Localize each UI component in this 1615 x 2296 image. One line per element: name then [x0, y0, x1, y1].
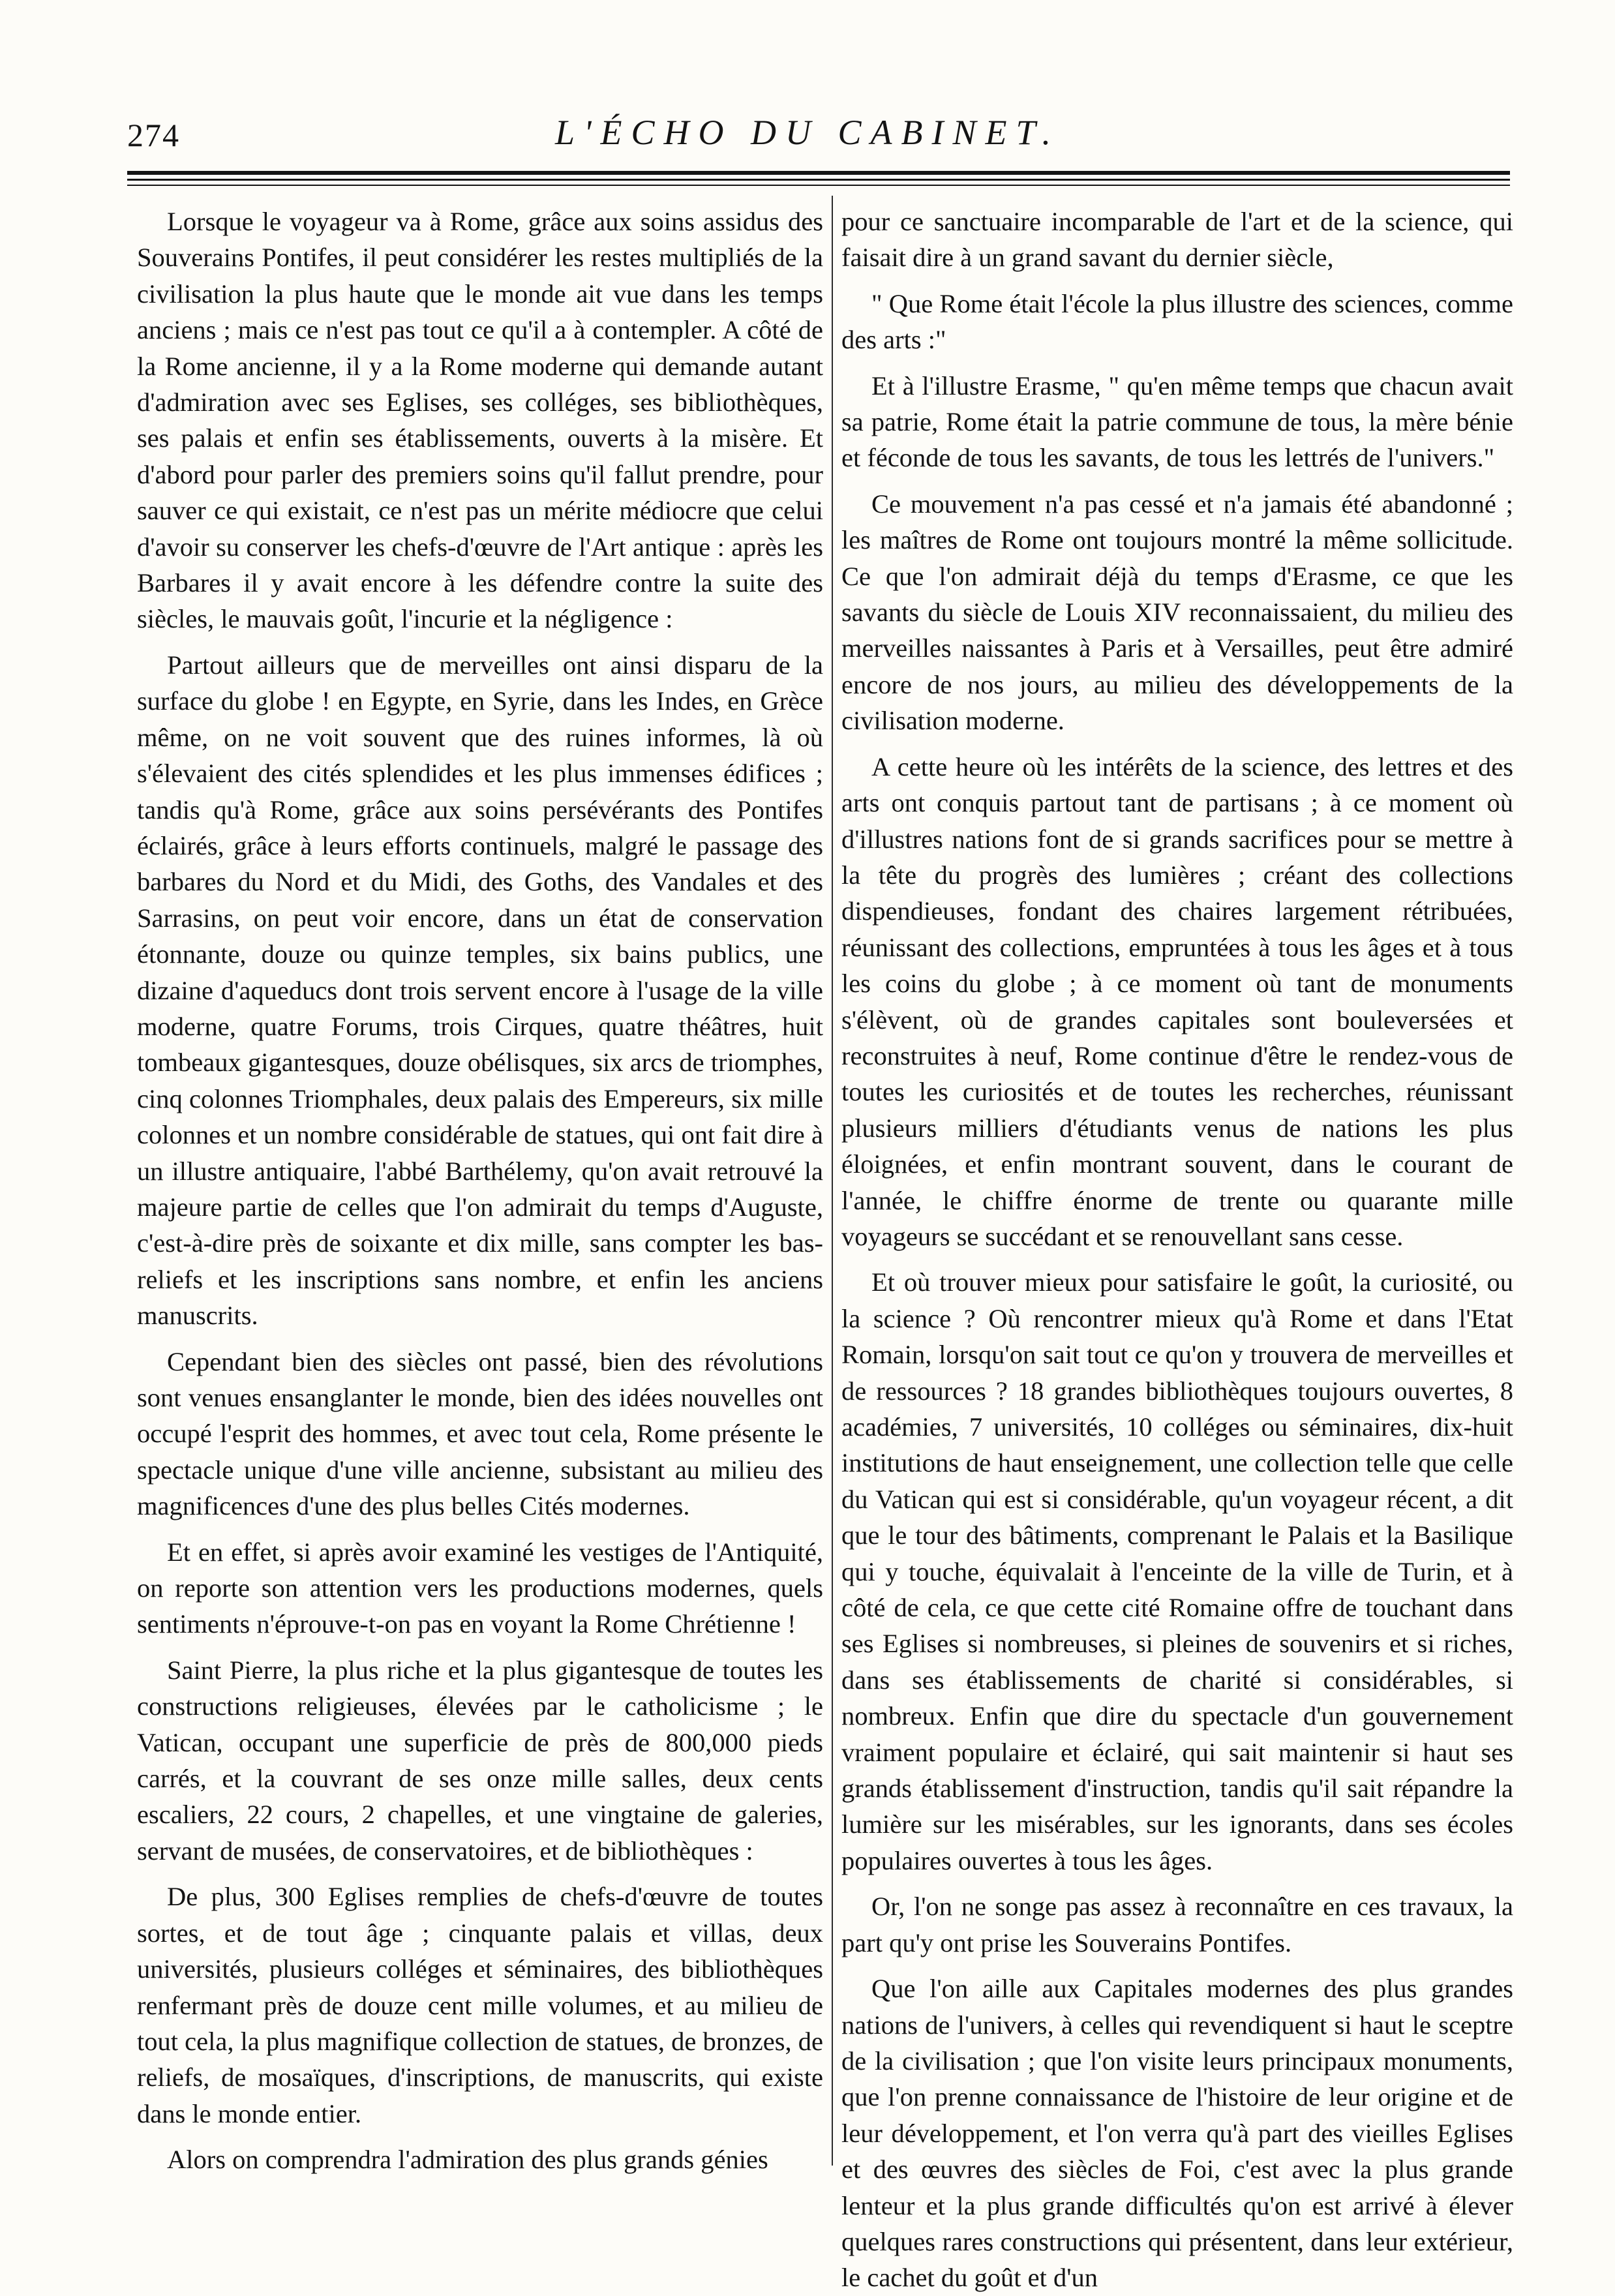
header-rule-thin: [127, 185, 1510, 186]
paragraph: Ce mouvement n'a pas cessé et n'a jamais été abandonné ; les maîtres de Rome ont toujours montré la même sollicitude. Ce que l'on admirait déjà du temps d'Erasme, ce que les savants du siècle de Louis XIV reconnaissaient, du milieu des merveilles naissantes à Paris et à Versailles, peut être admiré encore de nos jours, au milieu des développements de la civilisation moderne.: [841, 489, 1513, 736]
page-number: 274: [127, 117, 180, 153]
paragraph: Cependant bien des siècles ont passé, bien des révolutions sont venues ensanglanter le monde, bien des idées nouvelles ont occupé l'esprit des hommes, et avec tout cela, Rome présente le spectacle unique d'une ville ancienne, subsistant au milieu des magnificences d'une des plus belles Cités modernes.: [137, 1346, 823, 1521]
paragraph: A cette heure où les intérêts de la science, des lettres et des arts ont conquis partout tant de partisans ; à ce moment où d'illustres nations font de si grands sacrifices pour se mettre à la tête du progrès des lumières ; créant des collections dispendieuses, fondant des chaires largement rétribuées, réunissant des collections, empruntées à tous les âges et à tous les coins du globe ; à ce moment où tant de monuments s'élèvent, où de grandes capitales sont bouleversées et reconstruites à neuf, Rome continue d'être le rendez-vous de toutes les curiosités et de toutes les recherches, réunissant plusieurs milliers d'étudiants venus de nations les plus éloignées, et enfin montrant souvent, dans le courant de l'année, le chiffre énorme de trente ou quarante mille voyageurs se succédant et se renouvellant sans cesse.: [841, 751, 1513, 1251]
paragraph: Et à l'illustre Erasme, " qu'en même temps que chacun avait sa patrie, Rome était la patrie commune de tous, la mère bénie et féconde de tous les savants, de tous les lettrés de l'univers.": [841, 370, 1513, 473]
column-divider: [832, 196, 833, 2166]
running-title: L'ÉCHO DU CABINET.: [554, 113, 1061, 152]
header-rule-thick: [127, 171, 1510, 175]
paragraph: pour ce sanctuaire incomparable de l'art et de la science, qui faisait dire à un grand savant du dernier siècle,: [841, 207, 1513, 273]
left-column: [137, 204, 823, 2180]
paragraph: Or, l'on ne songe pas assez à reconnaître en ces travaux, la part qu'y ont prise les Souverains Pontifes.: [841, 1892, 1513, 1957]
paragraph: De plus, 300 Eglises remplies de chefs-d'œuvre de toutes sortes, et de tout âge ; cinquante palais et villas, deux universités, plusieurs colléges et séminaires, des bibliothèques renfermant près de douze cent mille volumes, et au milieu de tout cela, la plus magnifique collection de statues, de bronzes, de reliefs, de mosaïques, d'inscriptions, de manuscrits, qui existe dans le monde entier.: [137, 1882, 823, 2128]
paragraph: Et où trouver mieux pour satisfaire le goût, la curiosité, ou la science ? Où rencontrer mieux qu'à Rome et dans l'Etat Romain, lorsqu'on sait tout ce qu'on y trouvera de merveilles et de ressources ? 18 grandes bibliothèques toujours ouvertes, 8 académies, 7 universités, 10 colléges ou séminaires, dix-huit institutions de haut enseignement, une collection telle que celle du Vatican qui est si considérable, qu'un voyageur récent, a dit que le tour des bâtiments, comprenant le Palais et la Basilique qui y touche, équivalait à l'enceinte de la ville de Turin, et à côté de cela, ce que cette cité Romaine offre de touchant dans ses Eglises si nombreuses, si pleines de souvenirs et si riches, dans ses établissements de charité si considérables, si nombreux. Enfin que dire du spectacle d'un gouvernement vraiment populaire et éclairé, qui sait maintenir si haut ses grands établissement d'instruction, tandis qu'il sait répandre la lumière sur les misérables, sur les ignorants, dans ses écoles populaires ouvertes à tous les âges.: [841, 1267, 1513, 1875]
header-rule-medium: [127, 179, 1510, 181]
right-column: [841, 204, 1513, 2293]
paragraph: " Que Rome était l'école la plus illustre des sciences, comme des arts :": [841, 288, 1513, 355]
paragraph: Alors on comprendra l'admiration des plus grands génies: [167, 2145, 768, 2175]
paragraph: Partout ailleurs que de merveilles ont ainsi disparu de la surface du globe ! en Egypte, en Syrie, dans les Indes, en Grèce même, on ne voit souvent que des ruines informes, là où s'élevaient des cités splendides et les plus immenses édifices ; tandis qu'à Rome, grâce aux soins persévérants des Pontifes éclairés, grâce à leurs efforts continuels, malgré le passage des barbares du Nord et du Midi, des Goths, des Vandales et des Sarrasins, on peut voir encore, dans un état de conservation étonnante, douze ou quinze temples, six bains publics, une dizaine d'aqueducs dont trois servent encore à l'usage de la ville moderne, quatre Forums, trois Cirques, quatre théâtres, huit tombeaux gigantesques, douze obélisques, six arcs de triomphes, cinq colonnes Triomphales, deux palais des Empereurs, six mille colonnes et un nombre considérable de statues, qui ont fait dire à un illustre antiquaire, l'abbé Barthélemy, qu'on avait retrouvé la majeure partie de celles que l'on admirait du temps d'Auguste, c'est-à-dire près de soixante et dix mille, sans compter les bas-reliefs et les inscriptions sans nombre, et enfin les anciens manuscrits.: [137, 650, 823, 1331]
paragraph: Que l'on aille aux Capitales modernes des plus grandes nations de l'univers, à celles qui revendiquent si haut le sceptre de la civilisation ; que l'on visite leurs principaux monuments, que l'on prenne connaissance de l'histoire de leur origine et de leur développement, et l'on verra qu'à part des vieilles Eglises et des œuvres des siècles de Foi, c'est avec la plus grande lenteur et la plus grande difficultés qu'on est arrivé à élever quelques rares constructions qui présentent, dans leur extérieur, le cachet du goût et d'un: [841, 1974, 1513, 2293]
paragraph: Lorsque le voyageur va à Rome, grâce aux soins assidus des Souverains Pontifes, il peut considérer les restes multipliés de la civilisation la plus haute que le monde ait vue dans les temps anciens ; mais ce n'est pas tout ce qu'il a à contempler. A côté de la Rome ancienne, il y a la Rome moderne qui demande autant d'admiration avec ses Eglises, ses colléges, ses bibliothèques, ses palais et enfin ses établissements, ouverts à la misère. Et d'abord pour parler des premiers soins qu'il fallut prendre, pour sauver ce qui existait, ce n'est pas un mérite médiocre que celui d'avoir su conserver les chefs-d'œuvre de l'Art antique : après les Barbares il y avait encore à les défendre contre la suite des siècles, le mauvais goût, l'incurie et la négligence :: [137, 207, 823, 634]
paragraph: Saint Pierre, la plus riche et la plus gigantesque de toutes les constructions religieuses, élevées par le catholicisme ; le Vatican, occupant une superficie de près de 800,000 pieds carrés, et la couvrant de ses onze mille salles, deux cents escaliers, 22 cours, 2 chapelles, et une vingtaine de galeries, servant de musées, de conservatoires, et de bibliothèques :: [137, 1655, 823, 1865]
paragraph: Et en effet, si après avoir examiné les vestiges de l'Antiquité, on reporte son attention vers les productions modernes, quels sentiments n'éprouve-t-on pas en voyant la Rome Chrétienne !: [137, 1537, 823, 1639]
